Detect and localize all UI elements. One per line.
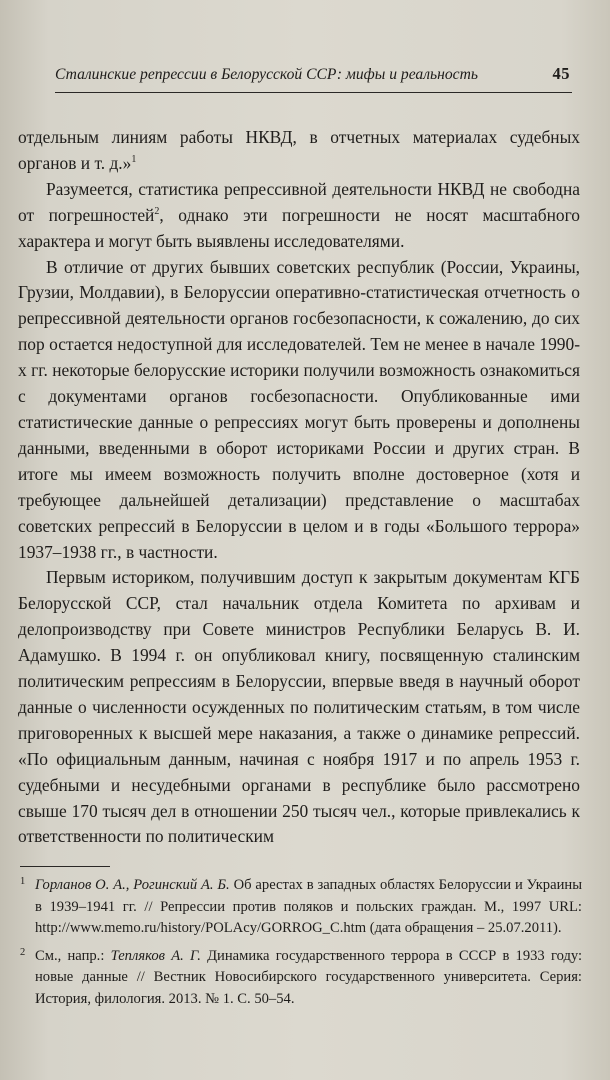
footnotes	[20, 875, 582, 1010]
footnote-text: Об арестах в западных областях Белоруссии и Украины в 1939–1941 гг. // Репрессии против поляков и польских граждан. М., 1997 URL: http://www.memo.ru/history/POLAcy/GORROG_C.htm (дата обращения – 25.07.2011).	[35, 877, 582, 936]
footnote-prefix: См., напр.:	[35, 947, 111, 964]
paragraph	[18, 177, 580, 255]
footnote-authors: Горланов О. А., Рогинский А. Б.	[35, 877, 230, 893]
footnote-rule	[20, 866, 110, 867]
paragraph-text: , однако эти погрешности не носят масштабного характера и могут быть выявлены исследователями.	[18, 204, 580, 251]
main-text	[18, 125, 580, 850]
paragraph-continuation	[18, 125, 580, 177]
footnote-number: 1	[20, 876, 26, 887]
footnote-ref: 2	[154, 205, 160, 217]
footnote	[20, 946, 582, 1011]
running-title: Сталинские репрессии в Белорусской ССР: мифы и реальность	[55, 66, 478, 83]
footnote	[20, 875, 582, 940]
paragraph: Первым историком, получившим доступ к закрытым документам КГБ Белорусской ССР, стал начальник отдела Комитета по архивам и делопроизводству при Совете министров Республики Беларусь В. И. Адамушко. В 1994 г. он опубликовал книгу, посвященную сталинским политическим репрессиям в Белоруссии, впервые введя в научный оборот данные о численности осужденных по политическим статьям, в том числе приговоренных к высшей мере наказания, а также о динамике репрессий. «По официальным данным, начиная с ноября 1917 и по апрель 1953 г. судебными и несудебными органами в республике было рассмотрено свыше 170 тысяч дел в отношении 250 тысяч чел., которые привлекались к ответственности по политическим	[18, 567, 580, 847]
paragraph-text: Разумеется, статистика репрессивной деятельности НКВД не свободна от погрешностей	[18, 178, 580, 225]
footnote-text: Динамика государственного террора в СССР в 1933 году: новые данные // Вестник Новосибирского государственного университета. Серия: История, филология. 2013. № 1. С. 50–54.	[35, 947, 583, 1007]
footnote-ref: 1	[131, 154, 137, 166]
running-head	[55, 64, 570, 85]
paragraph-text: отдельным линиям работы НКВД, в отчетных материалах судебных органов и т. д.»	[18, 127, 580, 173]
footnote-authors: Тепляков А. Г.	[110, 947, 201, 964]
page-number: 45	[552, 64, 570, 83]
header-rule	[55, 92, 572, 93]
paragraph: В отличие от других бывших советских республик (России, Украины, Грузии, Молдавии), в Белоруссии оперативно-статистическая отчетность о репрессивной деятельности органов госбезопасности, к сожалению, до сих пор остается недоступной для исследователей. Тем не менее в начале 1990-х гг. некоторые белорусские историки получили возможность ознакомиться с документами органов госбезопасности. Опубликованные ими статистические данные о репрессиях могут быть проверены и дополнены данными, введенными в оборот историками России и других стран. В итоге мы имеем возможность получить вполне достоверное (хотя и требующее дальнейшей детализации) представление о масштабах советских репрессий в Белоруссии в целом и в годы «Большого террора» 1937–1938 гг., в частности.	[18, 256, 580, 562]
footnote-number: 2	[20, 946, 26, 958]
